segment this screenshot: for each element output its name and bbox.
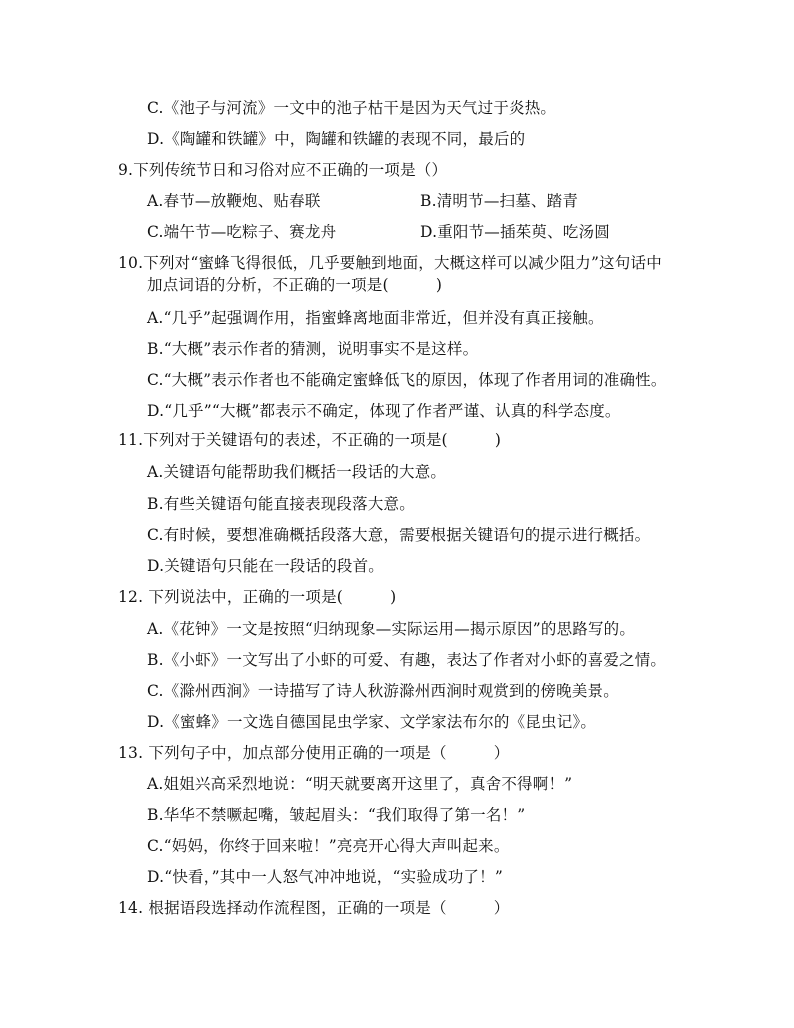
question-9: 9.下列传统节日和习俗对应不正确的一项是（）	[118, 161, 448, 179]
option-9a: A.春节—放鞭炮、贴春联	[147, 192, 321, 210]
option-9d: D.重阳节—插茱萸、吃汤圆	[420, 223, 610, 241]
option-8d: D.《陶罐和铁罐》中，陶罐和铁罐的表现不同，最后的	[147, 130, 526, 148]
option-11d: D.关键语句只能在一段话的段首。	[147, 557, 385, 575]
option-9b: B.清明节—扫墓、踏青	[420, 192, 579, 210]
option-13d: D.“快看，”其中一人怒气冲冲地说，“实验成功了！”	[147, 868, 503, 886]
option-13b: B.华华不禁噘起嘴，皱起眉头：“我们取得了第一名！”	[147, 806, 526, 824]
option-10c: C.“大概”表示作者也不能确定蜜蜂低飞的原因，体现了作者用词的准确性。	[147, 371, 667, 389]
question-12: 12. 下列说法中，正确的一项是( )	[118, 588, 397, 606]
option-9c: C.端午节—吃粽子、赛龙舟	[147, 223, 337, 241]
option-13c: C.“妈妈，你终于回来啦！”亮亮开心得大声叫起来。	[147, 837, 510, 855]
question-10-line-2: 加点词语的分析，不正确的一项是( )	[147, 276, 443, 294]
option-11a: A.关键语句能帮助我们概括一段话的大意。	[147, 463, 447, 481]
option-11c: C.有时候，要想准确概括段落大意，需要根据关键语句的提示进行概括。	[147, 526, 651, 544]
option-10b: B.“大概”表示作者的猜测，说明事实不是这样。	[147, 340, 479, 358]
option-11b: B.有些关键语句能直接表现段落大意。	[147, 495, 415, 513]
question-11: 11.下列对于关键语句的表述，不正确的一项是( )	[118, 431, 502, 449]
option-12a: A.《花钟》一文是按照“归纳现象—实际运用—揭示原因”的思路写的。	[147, 620, 636, 638]
question-14: 14. 根据语段选择动作流程图，正确的一项是（ ）	[118, 899, 510, 917]
option-12b: B.《小虾》一文写出了小虾的可爱、有趣，表达了作者对小虾的喜爱之情。	[147, 651, 667, 669]
option-13a: A.姐姐兴高采烈地说：“明天就要离开这里了，真舍不得啊！”	[147, 775, 573, 793]
option-8c: C.《池子与河流》一文中的池子枯干是因为天气过于炎热。	[147, 99, 557, 117]
option-10d: D.“几乎”“大概”都表示不确定，体现了作者严谨、认真的科学态度。	[147, 402, 621, 420]
option-12d: D.《蜜蜂》一文选自德国昆虫学家、文学家法布尔的《昆虫记》。	[147, 713, 597, 731]
option-12c: C.《滁州西涧》一诗描写了诗人秋游滁州西涧时观赏到的傍晚美景。	[147, 682, 619, 700]
option-10a: A.“几乎”起强调作用，指蜜蜂离地面非常近，但并没有真正接触。	[147, 309, 604, 327]
question-13: 13. 下列句子中，加点部分使用正确的一项是（ ）	[118, 744, 510, 762]
question-10-line-1: 10.下列对“蜜蜂飞得很低，几乎要触到地面，大概这样可以减少阻力”这句话中	[118, 254, 662, 272]
